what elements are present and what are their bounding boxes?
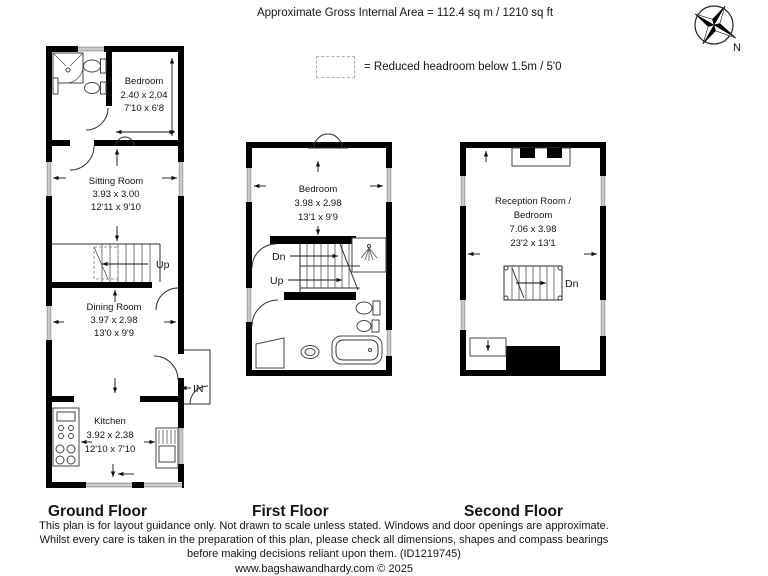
ff-up-label: Up [270,275,284,287]
sf-chimney [512,148,570,166]
gf-kitchen-name: Kitchen [94,416,126,427]
ff-dn-label: Dn [272,251,286,263]
second-floor-plan [458,140,608,380]
gf-bedroom-metric: 2.40 x 2.04 [120,90,168,101]
second-floor-stairs [504,266,562,300]
sink-icon [85,83,100,94]
ff-bedroom-metric: 3.98 x 2.98 [294,198,342,209]
sf-dn-label: Dn [565,278,579,290]
reduced-headroom-label: = Reduced headroom below 1.5m / 5'0 [364,61,562,73]
gf-in-label: IN [193,383,204,395]
reduced-headroom-legend [316,56,562,78]
first-floor-plan [244,140,394,380]
ground-floor-plan [44,44,214,504]
ground-floor-label: Ground Floor [48,503,148,520]
disclaimer-footer [0,519,648,576]
sf-eaves-closet [470,338,506,356]
ff-bedroom-imperial: 13'1 x 9'9 [297,212,339,223]
reduced-headroom-swatch [316,56,355,78]
sf-reception-name2: Bedroom [513,210,553,221]
bathroom-fixtures-first [256,301,382,368]
bathroom-fixtures [53,53,106,94]
gf-sitting-name: Sitting Room [88,176,144,187]
under-stairs-closet [256,338,284,368]
gross-internal-area-text: Approximate Gross Internal Area = 112.4 sq m / 1210 sq ft [256,7,554,19]
sf-reception-name1: Reception Room / [494,196,572,207]
gf-dining-metric: 3.97 x 2.98 [90,315,138,326]
disclaimer-line-2: Whilst every care is taken in the preparation of this plan, please check all dimensions, shapes and compass bearings [39,534,609,547]
compass-north-label: N [733,42,741,54]
toilet-icon [356,302,372,314]
compass-rose [676,2,756,56]
first-floor-label: First Floor [252,503,329,520]
disclaimer-line-3: before making decisions reliant upon them. (ID1219745) [187,548,461,561]
gf-bedroom-name: Bedroom [124,76,164,87]
gf-up-label: Up [156,259,170,271]
sf-reception-metric: 7.06 x 3.98 [509,224,557,235]
toilet-icon [84,60,101,72]
ff-shower-cubicle [352,238,386,272]
entrance-porch [181,350,210,404]
ff-bedroom-name: Bedroom [298,184,338,195]
gf-dining-imperial: 13'0 x 9'9 [93,328,135,339]
bidet-icon [357,321,371,332]
sf-reception-imperial: 23'2 x 13'1 [510,238,556,249]
gf-kitchen-imperial: 12'10 x 7'10 [84,444,136,455]
website-copyright: www.bagshawandhardy.com © 2025 [235,562,413,575]
gf-sitting-metric: 3.93 x 3.00 [92,189,140,200]
second-floor-label: Second Floor [464,503,564,520]
gf-kitchen-metric: 3.92 x 2.38 [86,430,134,441]
gf-bedroom-imperial: 7'10 x 6'8 [123,103,165,114]
ground-floor-doors [70,108,208,404]
disclaimer-line-1: This plan is for layout guidance only. Not drawn to scale unless stated. Windows and door openings are approximate. [39,520,609,532]
first-floor-stairs [288,244,360,292]
gf-dining-name: Dining Room [86,302,142,313]
gf-sitting-imperial: 12'11 x 9'10 [91,202,141,213]
ground-floor-stairs [52,244,160,282]
